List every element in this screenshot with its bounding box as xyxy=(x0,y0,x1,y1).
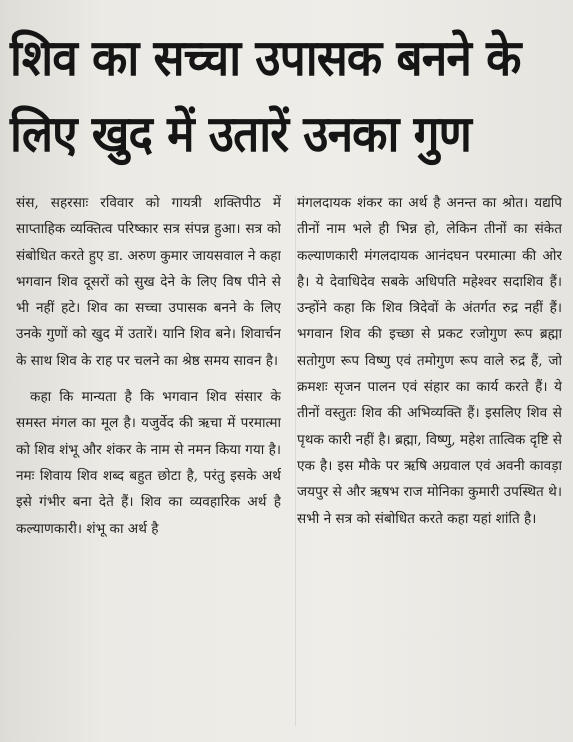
headline-line-1: शिव का सच्चा उपासक बनने के xyxy=(10,29,521,87)
article-column-right xyxy=(297,190,562,735)
article-body xyxy=(16,190,562,735)
article-column-left xyxy=(16,190,281,735)
article-paragraph-2: कहा कि मान्यता है कि भगवान शिव संसार के समस्त मंगल का मूल है। यजुर्वेद की ऋचा में परमात्मा को शिव शंभू और शंकर के नाम से नमन किया गया है। नमः शिवाय शिव शब्द बहुत छोटा है, परंतु इसके अर्थ इसे गंभीर बना देते हैं। शिव का व्यवहारिक अर्थ है कल्याणकारी। शंभू का अर्थ है xyxy=(16,389,281,537)
article-paragraph-3: मंगलदायक शंकर का अर्थ है अनन्त का श्रोत। यद्यपि तीनों नाम भले ही भिन्न हो, लेकिन तीनों का संकेत कल्याणकारी मंगलदायक आनंदघन परमात्मा की ओर है। ये देवाधिदेव सबके अधिपति महेश्वर सदाशिव हैं। उन्होंने कहा कि शिव त्रिदेवों के अंतर्गत रुद्र नहीं हैं। भगवान शिव की इच्छा से प्रकट रजोगुण रूप ब्रह्मा सतोगुण रूप विष्णु एवं तमोगुण रूप वाले रुद्र हैं, जो क्रमशः सृजन पालन एवं संहार का कार्य करते हैं। ये तीनों वस्तुतः शिव की अभिव्यक्ति हैं। इसलिए शिव से पृथक कारी नहीं है। ब्रह्मा, विष्णु, महेश तात्विक दृष्टि से एक है। इस मौके पर ऋषि अग्रवाल एवं अवनी कावड़ा जयपुर से और ऋषभ राज मोनिका कुमारी उपस्थित थे। सभी ने सत्र को संबोधित करते कहा यहां शांति है। xyxy=(297,195,562,527)
article-paragraph-1: संस, सहरसाः रविवार को गायत्री शक्तिपीठ में साप्ताहिक व्यक्तित्व परिष्कार सत्र संपन्न हुआ। सत्र को संबोधित करते हुए डा. अरुण कुमार जायसवाल ने कहा भगवान शिव दूसरों को सुख देने के लिए विष पीने से भी नहीं हटे। शिव का सच्चा उपासक बनने के लिए उनके गुणों को खुद में उतारें। यानि शिव बने। शिवार्चन के साथ शिव के राह पर चलने का श्रेष्ठ समय सावन है। xyxy=(16,195,281,369)
headline-line-2: लिए खुद में उतारें उनका गुण xyxy=(10,105,471,163)
headline xyxy=(10,20,565,172)
